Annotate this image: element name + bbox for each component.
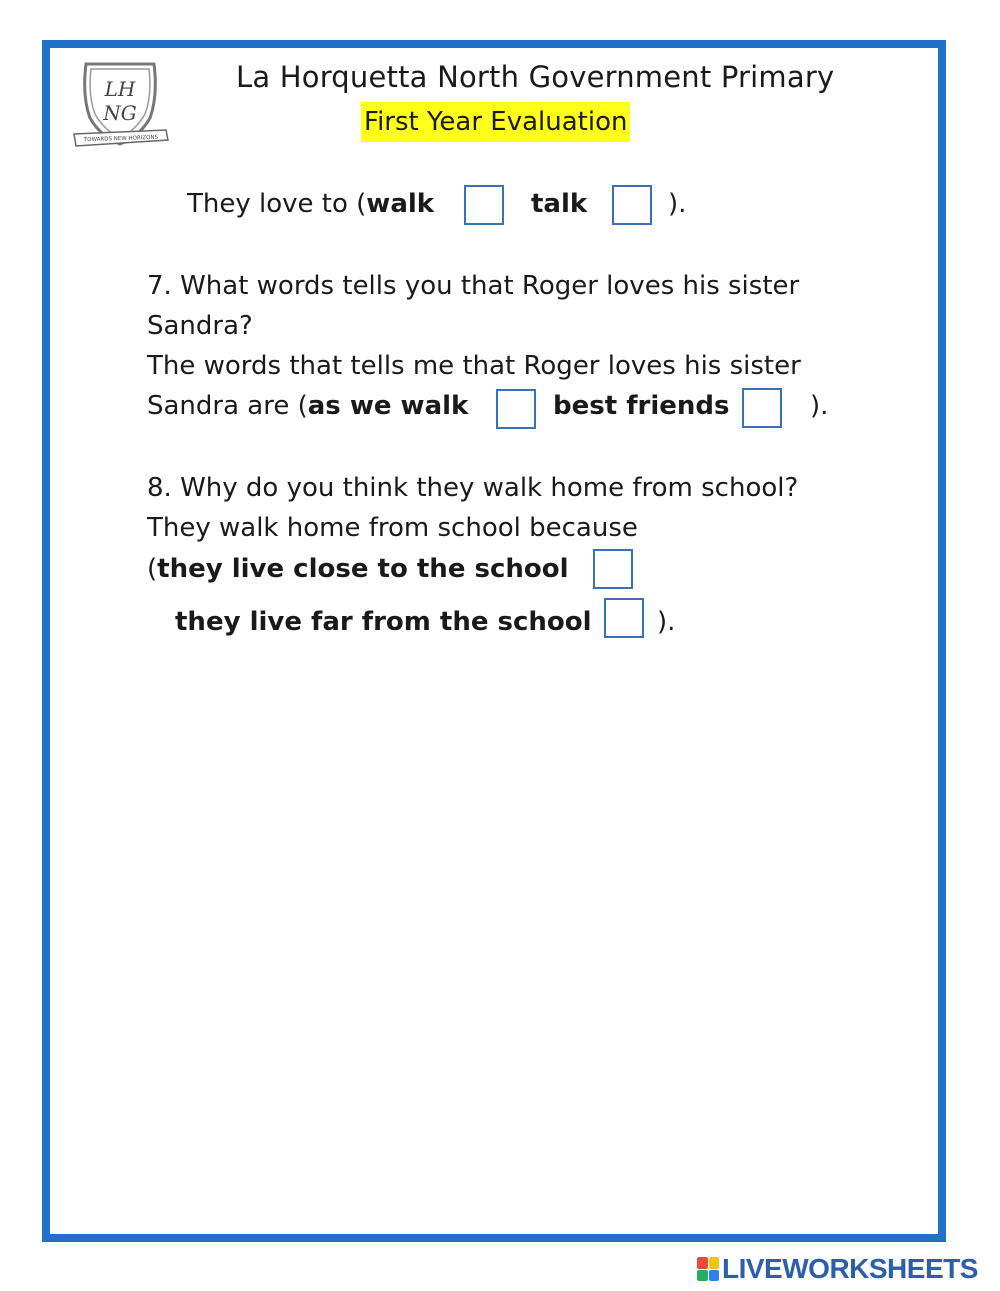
logo-letters-top: LH bbox=[104, 77, 136, 101]
q8-paren-open: ( bbox=[147, 554, 158, 584]
logo-letters-bottom: NG bbox=[103, 101, 137, 125]
q6-option-walk: walk bbox=[366, 189, 435, 219]
q8-option-line2 bbox=[175, 604, 592, 640]
q7-question-line1: 7. What words tells you that Roger loves his sister bbox=[147, 271, 800, 301]
q7-answer-line2 bbox=[147, 388, 468, 424]
q8-checkbox-close[interactable] bbox=[593, 549, 633, 589]
evaluation-title: First Year Evaluation bbox=[361, 102, 630, 142]
q6-suffix: ). bbox=[668, 189, 687, 219]
q8-option-line1 bbox=[147, 551, 569, 587]
q7-answer-line1: The words that tells me that Roger loves his sister bbox=[147, 351, 801, 381]
q7-option-best-friends: best friends bbox=[553, 391, 730, 421]
q6-checkbox-talk[interactable] bbox=[612, 185, 652, 225]
liveworksheets-logo-icon bbox=[697, 1257, 719, 1281]
brand-name: LIVEWORKSHEETS bbox=[722, 1253, 978, 1284]
q7-suffix: ). bbox=[810, 391, 829, 421]
q8-option-far: they live far from the school bbox=[175, 607, 592, 637]
q6-prefix: They love to ( bbox=[187, 189, 367, 219]
q6-option-talk: talk bbox=[531, 189, 588, 219]
q7-checkbox-as-we-walk[interactable] bbox=[496, 389, 536, 429]
q6-option-line bbox=[531, 186, 587, 222]
q7-answer-prefix: Sandra are ( bbox=[147, 391, 308, 421]
q7-question-line2: Sandra? bbox=[147, 311, 253, 341]
q8-answer-line1: They walk home from school because bbox=[147, 513, 638, 543]
school-crest-logo bbox=[70, 56, 170, 156]
q8-suffix: ). bbox=[657, 607, 676, 637]
q7-option-line bbox=[553, 388, 729, 424]
q7-checkbox-best-friends[interactable] bbox=[742, 388, 782, 428]
liveworksheets-brand bbox=[697, 1254, 978, 1284]
q8-question: 8. Why do you think they walk home from school? bbox=[147, 473, 799, 503]
q6-checkbox-walk[interactable] bbox=[464, 185, 504, 225]
logo-motto: TOWARDS NEW HORIZONS bbox=[83, 134, 159, 144]
q8-option-close: they live close to the school bbox=[157, 554, 569, 584]
q7-option-as-we-walk: as we walk bbox=[307, 391, 469, 421]
q6-answer-line bbox=[187, 186, 434, 222]
school-name: La Horquetta North Government Primary bbox=[236, 60, 835, 94]
q8-checkbox-far[interactable] bbox=[604, 598, 644, 638]
